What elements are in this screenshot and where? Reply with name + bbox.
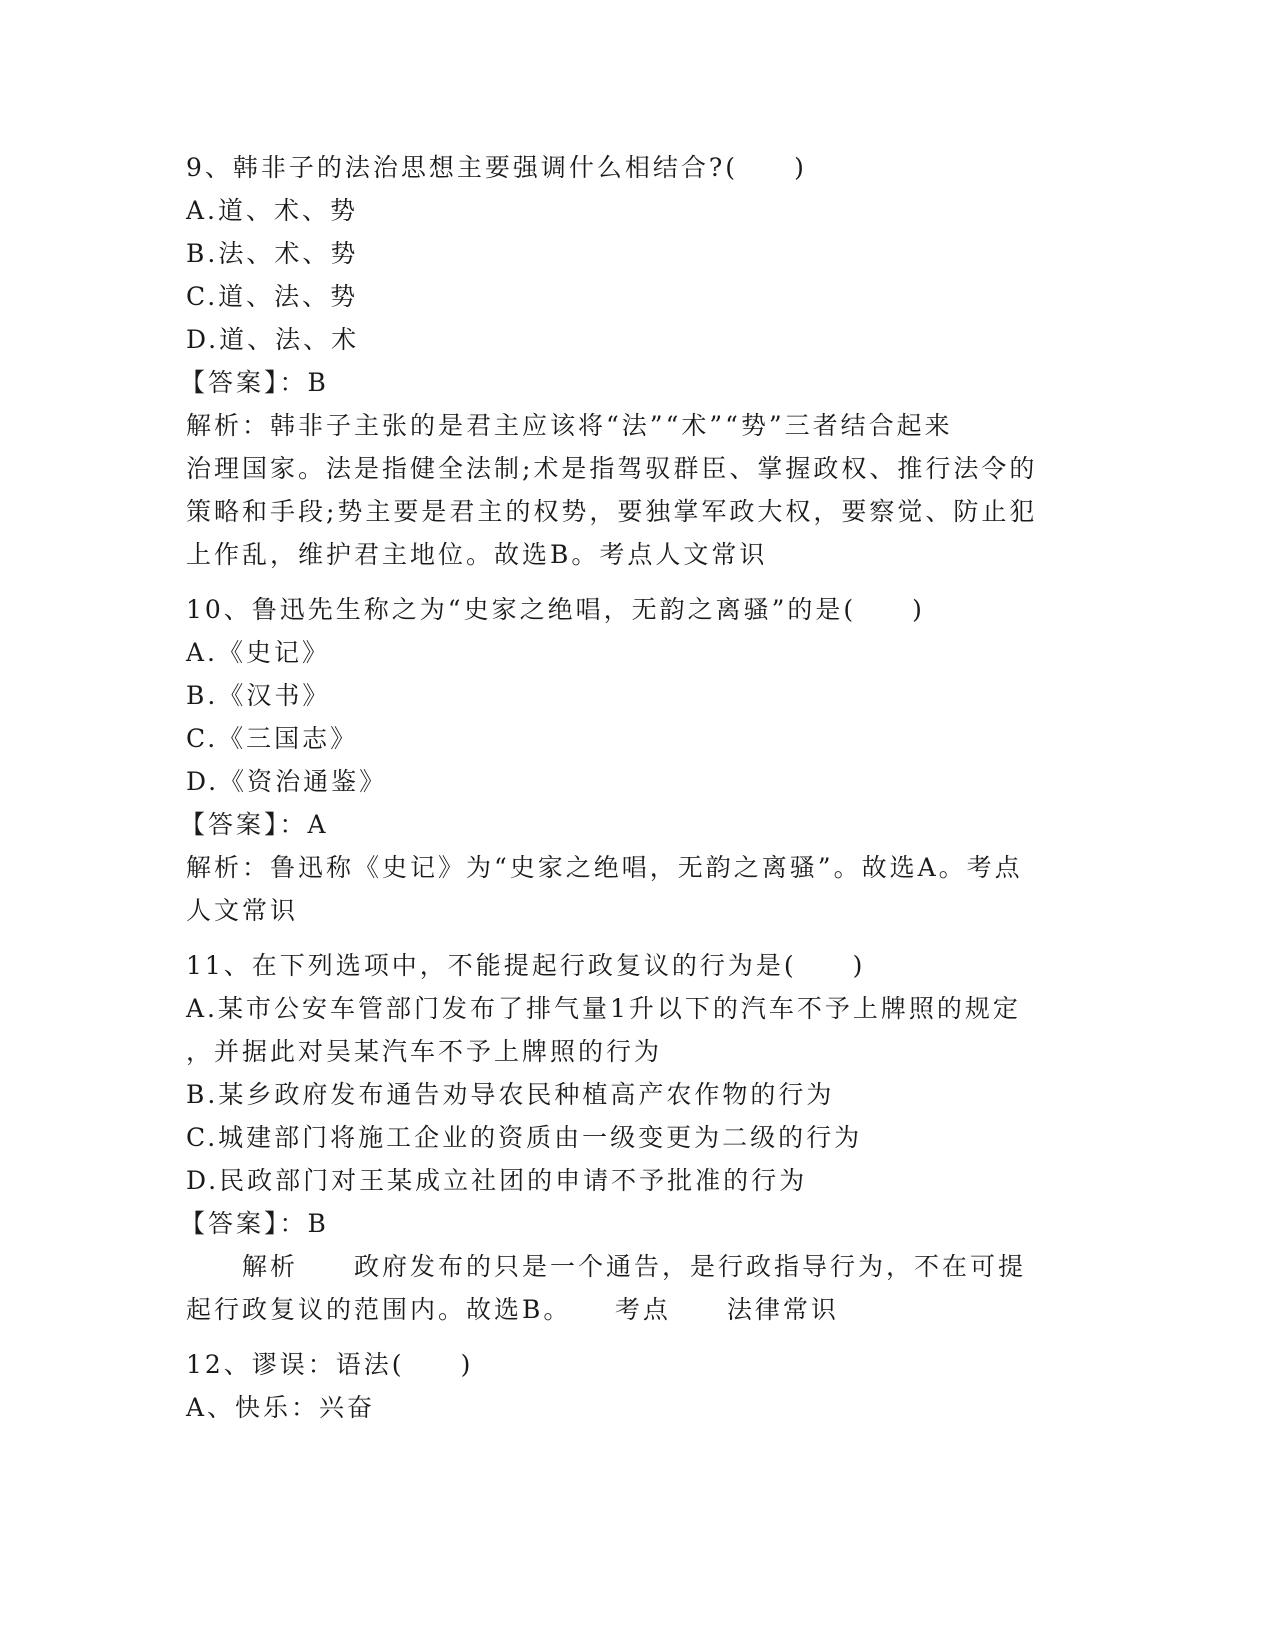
question-12 (186, 1343, 1086, 1429)
option-c: C.道、法、势 (186, 282, 359, 311)
answer-line: 【答案】：B (180, 368, 329, 397)
question-9 (180, 146, 1086, 576)
explanation-line: 解析：韩非子主张的是君主应该将“法”“术”“势”三者结合起来 (186, 411, 953, 440)
option-a: A.道、术、势 (186, 196, 359, 225)
answer-line: 【答案】：A (180, 810, 329, 839)
question-10 (180, 588, 1086, 932)
explanation-line: 治理国家。法是指健全法制;术是指驾驭群臣、掌握政权、推行法令的 (186, 454, 1038, 483)
option-c: C.城建部门将施工企业的资质由一级变更为二级的行为 (186, 1123, 863, 1152)
explanation-line: 上作乱，维护君主地位。故选B。考点人文常识 (186, 540, 768, 569)
explanation-line: 起行政复议的范围内。故选B。 考点 法律常识 (186, 1295, 839, 1324)
option-d: D.民政部门对王某成立社团的申请不予批准的行为 (186, 1166, 808, 1195)
question-stem: 9、韩非子的法治思想主要强调什么相结合?( ) (186, 153, 807, 182)
option-b: B.《汉书》 (186, 681, 331, 710)
option-a: A.《史记》 (186, 638, 331, 667)
option-a: A、快乐：兴奋 (186, 1393, 376, 1422)
option-a: A.某市公安车管部门发布了排气量1升以下的汽车不予上牌照的规定 (186, 994, 1021, 1023)
question-stem: 10、鲁迅先生称之为“史家之绝唱，无韵之离骚”的是( ) (186, 595, 925, 624)
question-11 (180, 944, 1086, 1331)
option-d: D.道、法、术 (186, 325, 360, 354)
option-d: D.《资治通鉴》 (186, 767, 388, 796)
option-a-continued: ，并据此对吴某汽车不予上牌照的行为 (186, 1037, 663, 1066)
explanation-line: 解析：鲁迅称《史记》为“史家之绝唱，无韵之离骚”。故选A。考点 (186, 853, 1023, 882)
document-content (180, 146, 1086, 1441)
answer-line: 【答案】：B (180, 1209, 329, 1238)
option-b: B.法、术、势 (186, 239, 359, 268)
question-stem: 12、谬误：语法( ) (186, 1350, 474, 1379)
explanation-line: 解析 政府发布的只是一个通告，是行政指导行为，不在可提 (186, 1252, 1027, 1281)
option-b: B.某乡政府发布通告劝导农民种植高产农作物的行为 (186, 1080, 835, 1109)
option-c: C.《三国志》 (186, 724, 359, 753)
explanation-line: 策略和手段;势主要是君主的权势，要独掌军政大权，要察觉、防止犯 (186, 497, 1038, 526)
explanation-line: 人文常识 (186, 896, 299, 925)
question-stem: 11、在下列选项中，不能提起行政复议的行为是( ) (186, 951, 866, 980)
